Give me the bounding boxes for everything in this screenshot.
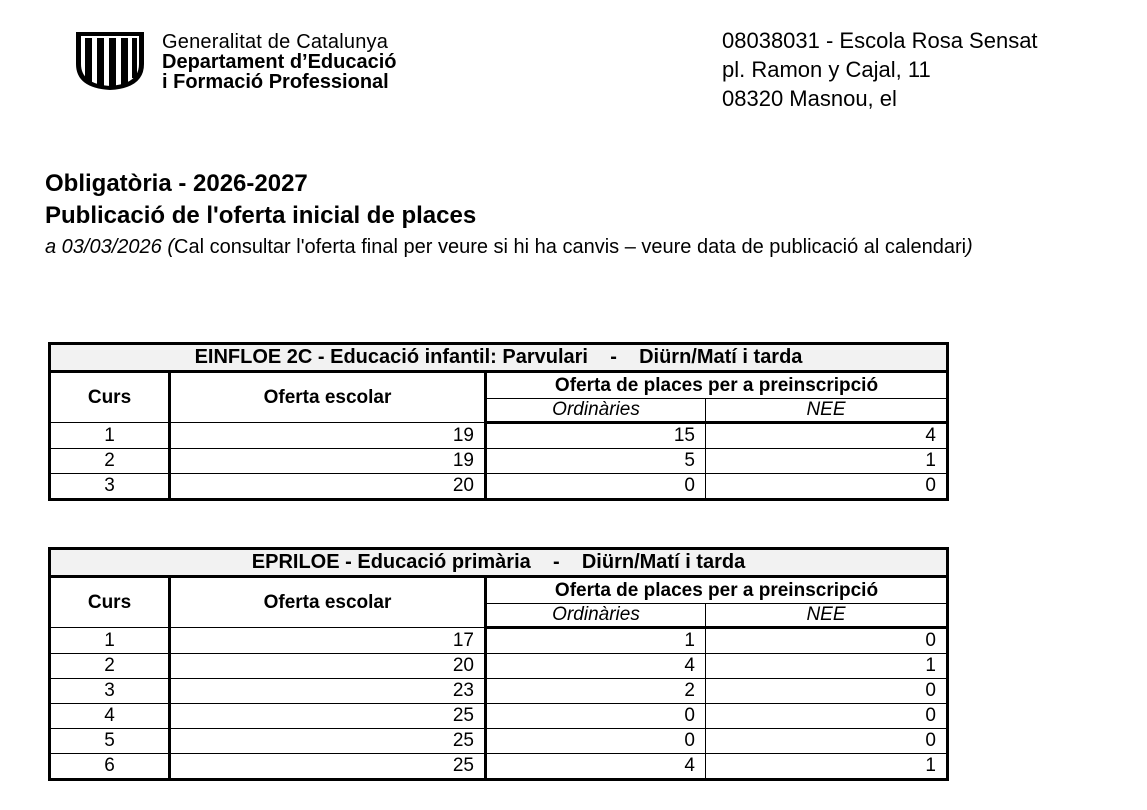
cell-curs: 3 [50, 679, 170, 704]
cell-oferta: 19 [170, 449, 486, 474]
school-code-name: 08038031 - Escola Rosa Sensat [722, 28, 1038, 53]
cell-ordinaries: 0 [486, 474, 706, 500]
col-header-ordinaries: Ordinàries [486, 399, 706, 423]
col-header-nee: NEE [706, 399, 948, 423]
cell-ordinaries: 1 [486, 628, 706, 654]
col-header-oferta: Oferta escolar [170, 372, 486, 423]
table-row [50, 729, 948, 754]
cell-ordinaries: 0 [486, 704, 706, 729]
table-row [50, 704, 948, 729]
close-paren: ) [966, 236, 973, 258]
cell-nee: 1 [706, 449, 948, 474]
table-row [50, 474, 948, 500]
cell-nee: 4 [706, 423, 948, 449]
col-header-group: Oferta de places per a preinscripció [486, 372, 948, 399]
cell-curs: 6 [50, 754, 170, 780]
publication-date: a 03/03/2026 ( [45, 236, 174, 258]
cell-ordinaries: 15 [486, 423, 706, 449]
cell-oferta: 19 [170, 423, 486, 449]
cell-oferta: 20 [170, 654, 486, 679]
cell-oferta: 25 [170, 729, 486, 754]
cell-curs: 5 [50, 729, 170, 754]
cell-ordinaries: 5 [486, 449, 706, 474]
document-title: Obligatòria - 2026-2027 [45, 170, 308, 197]
cell-nee: 0 [706, 628, 948, 654]
cell-ordinaries: 4 [486, 654, 706, 679]
cell-curs: 2 [50, 449, 170, 474]
cell-nee: 0 [706, 679, 948, 704]
table-row [50, 449, 948, 474]
cell-oferta: 20 [170, 474, 486, 500]
col-header-curs: Curs [50, 577, 170, 628]
col-header-oferta: Oferta escolar [170, 577, 486, 628]
cell-curs: 1 [50, 423, 170, 449]
table-row [50, 679, 948, 704]
school-city: 08320 Masnou, el [722, 86, 897, 111]
col-header-nee: NEE [706, 604, 948, 628]
table-row [50, 423, 948, 449]
cell-ordinaries: 0 [486, 729, 706, 754]
table-row [50, 628, 948, 654]
cell-oferta: 23 [170, 679, 486, 704]
document-heading [45, 168, 973, 261]
table-title: EPRILOE - Educació primària - Diürn/Matí i tarda [50, 549, 948, 577]
col-header-group: Oferta de places per a preinscripció [486, 577, 948, 604]
org-name: Generalitat de Catalunya [162, 31, 389, 53]
publication-note [45, 233, 973, 261]
cell-curs: 4 [50, 704, 170, 729]
cell-oferta: 17 [170, 628, 486, 654]
school-address: pl. Ramon y Cajal, 11 [722, 57, 931, 82]
col-header-ordinaries: Ordinàries [486, 604, 706, 628]
cell-curs: 2 [50, 654, 170, 679]
generalitat-emblem-icon [72, 30, 148, 92]
table-row [50, 654, 948, 679]
department-name-2: i Formació Professional [162, 71, 389, 93]
cell-ordinaries: 4 [486, 754, 706, 780]
table-title: EINFLOE 2C - Educació infantil: Parvulari - Diürn/Matí i tarda [50, 344, 948, 372]
col-header-curs: Curs [50, 372, 170, 423]
cell-nee: 0 [706, 704, 948, 729]
cell-nee: 0 [706, 729, 948, 754]
school-info [722, 26, 1038, 113]
offer-table-infantil [48, 342, 949, 501]
cell-oferta: 25 [170, 704, 486, 729]
cell-curs: 3 [50, 474, 170, 500]
department-name: Departament d’Educació [162, 51, 397, 73]
generalitat-logo [72, 30, 512, 94]
cell-nee: 1 [706, 654, 948, 679]
table-row [50, 754, 948, 780]
cell-oferta: 25 [170, 754, 486, 780]
cell-curs: 1 [50, 628, 170, 654]
document-subtitle: Publicació de l'oferta inicial de places [45, 202, 477, 229]
offer-table-primaria [48, 547, 949, 781]
cell-nee: 0 [706, 474, 948, 500]
publication-note-text: Cal consultar l'oferta final per veure si hi ha canvis – veure data de publicació al calendari [174, 236, 967, 258]
cell-ordinaries: 2 [486, 679, 706, 704]
cell-nee: 1 [706, 754, 948, 780]
